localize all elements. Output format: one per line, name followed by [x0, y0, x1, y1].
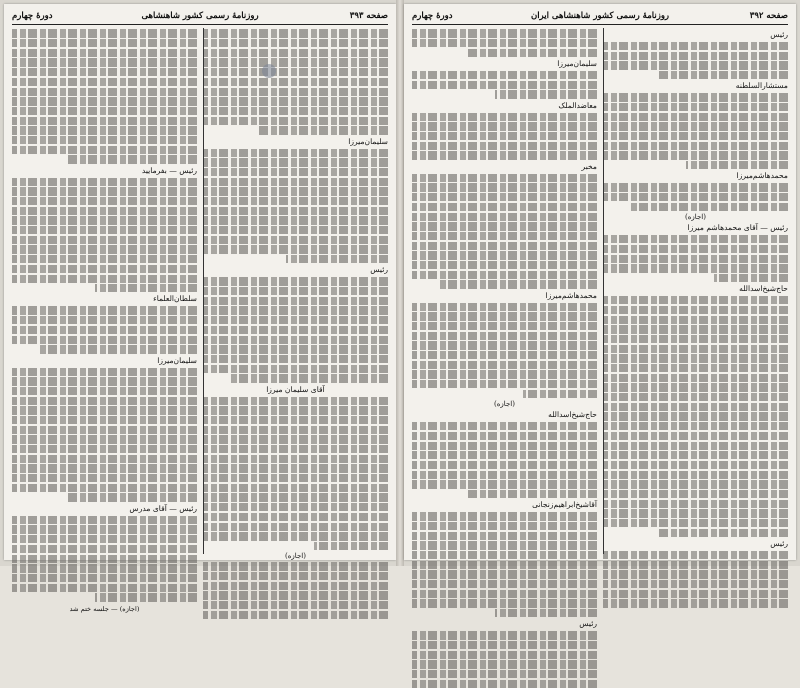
speaker-heading: رئیس — بفرمایید — [141, 165, 197, 175]
speaker-heading: رئیس — آقای مدرس — [129, 503, 197, 513]
speaker-heading: محمدهاشم‌میرزا — [545, 290, 597, 300]
ink-stain — [262, 64, 276, 78]
left-page-header — [12, 10, 388, 25]
footer-note: (اجازه) — جلسه ختم شد — [69, 604, 140, 613]
speaker-heading: مستشارالسلطنه — [735, 81, 788, 91]
column-divider — [203, 28, 204, 554]
right-page — [404, 4, 796, 629]
right-page-column-left — [412, 28, 597, 629]
vote-label: (اجازه) — [285, 552, 306, 561]
left-page — [4, 4, 396, 613]
speaker-heading: رئیس — [579, 619, 597, 629]
right-page-number: صفحه ۳۹۲ — [749, 11, 788, 21]
speaker-heading: سلیمان‌میرزا — [157, 355, 197, 365]
speaker-heading: حاج‌شیخ‌اسدالله — [548, 410, 597, 420]
left-page-title: روزنامهٔ رسمی کشور شاهنشاهی — [141, 11, 259, 21]
speaker-heading: آقای سلیمان میرزا — [266, 384, 325, 394]
speaker-heading: رئیس — [770, 30, 788, 39]
speaker-heading: سلطان‌العلماء — [153, 294, 197, 304]
column-divider — [603, 28, 604, 554]
vote-label: (اجازه) — [685, 213, 706, 222]
right-page-title: روزنامهٔ رسمی کشور شاهنشاهی ایران — [530, 11, 670, 21]
speaker-heading: رئیس — [370, 265, 388, 275]
left-page-number: صفحه ۳۹۳ — [349, 11, 388, 21]
left-page-session: دورهٔ چهارم — [12, 11, 53, 21]
page-gutter — [396, 0, 404, 566]
speaker-heading: رئیس — [770, 538, 788, 548]
speaker-heading: محمدهاشم‌میرزا — [736, 171, 788, 181]
speaker-heading: حاج‌شیخ‌اسدالله — [739, 284, 788, 294]
right-page-session: دورهٔ چهارم — [412, 11, 453, 21]
speaker-heading: رئیس — آقای محمدهاشم میرزا — [687, 223, 788, 233]
speaker-heading: سلیمان‌میرزا — [348, 136, 388, 146]
left-page-column-right — [203, 28, 388, 561]
right-page-header — [412, 10, 788, 25]
speaker-heading: آقاشیخ‌ابراهیم‌زنجانی — [532, 500, 597, 510]
right-page-column-right — [603, 28, 788, 554]
speaker-heading: مخبر — [581, 161, 597, 171]
speaker-heading: سلیمان‌میرزا — [557, 59, 597, 69]
speaker-heading: معاضدالملک — [558, 100, 597, 110]
vote-label: (اجازه) — [494, 400, 515, 409]
left-page-column-left — [12, 28, 197, 613]
